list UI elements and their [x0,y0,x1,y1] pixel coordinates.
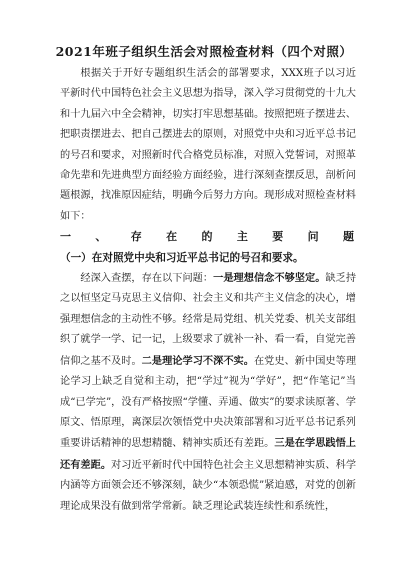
text-run: 对习近平新时代中国特色社会主义思想精神实质、科学内涵等方面领会还不够深刻，缺少“本领恐慌”紧迫感，对党的创新理论成果没有做到常学常新。缺乏理论武装连续性和系统性， [60,459,357,512]
section-heading: 一、存在的主要问题 [60,230,356,244]
subsection-heading: （一）在对照党中央和习近平总书记的号召和要求。 [60,251,304,264]
text-run: 缺乏持之以恒坚定马克思主义信仰、社会主义和共产主义信念的决心，增强理想信念的主动性不够。经常是局党组、机关党委、机关支部组织了就学一学、记一记，上级要求了就补一补、看一看，自觉完善信仰之基不及时。 [60,273,357,367]
problem-title-1: 一是理想信念不够坚定。 [213,272,326,285]
problem-title-2: 二是理论学习不深不实。 [141,354,254,367]
intro-paragraph: 根据关于开好专题组织生活会的部署要求，XXX班子以习近平新时代中国特色社会主义思想为指导，深入学习贯彻党的十九大和十九届六中全会精神，切实打牢思想基础。按照把班子摆进去、把职责摆进去、把自己摆进去的原则，对照党中央和习近平总书记的号召和要求，对照新时代合格党员标准，对照入党誓词，对照革命先辈和先进典型方面经验方面经验，进行深刻查摆反思，剖析问题根源，找准原因症结，明确今后努力方向。现形成对照检查材料如下： [60,68,356,222]
document-body [60,64,356,517]
text-run: 在党史、新中国史等理论学习上缺乏自觉和主动，把“学过”视为“学好”，把“作笔记”当成“已学完”，没有严格按照“学懂、弄通、做实”的要求读原著、学原文、悟原理，离深层次领悟党中央决策部署和习近平总书记系列重要讲话精神的思想精髓、精神实质还有差距。 [60,355,357,450]
problem-title-3: 三是在学思践悟上还有差距。 [60,437,356,471]
document-title: 2021年班子组织生活会对照检查材料（四个对照） [55,44,353,59]
problems-paragraph [60,268,356,517]
text-run: 经深入查摆，存在以下问题： [80,273,214,285]
